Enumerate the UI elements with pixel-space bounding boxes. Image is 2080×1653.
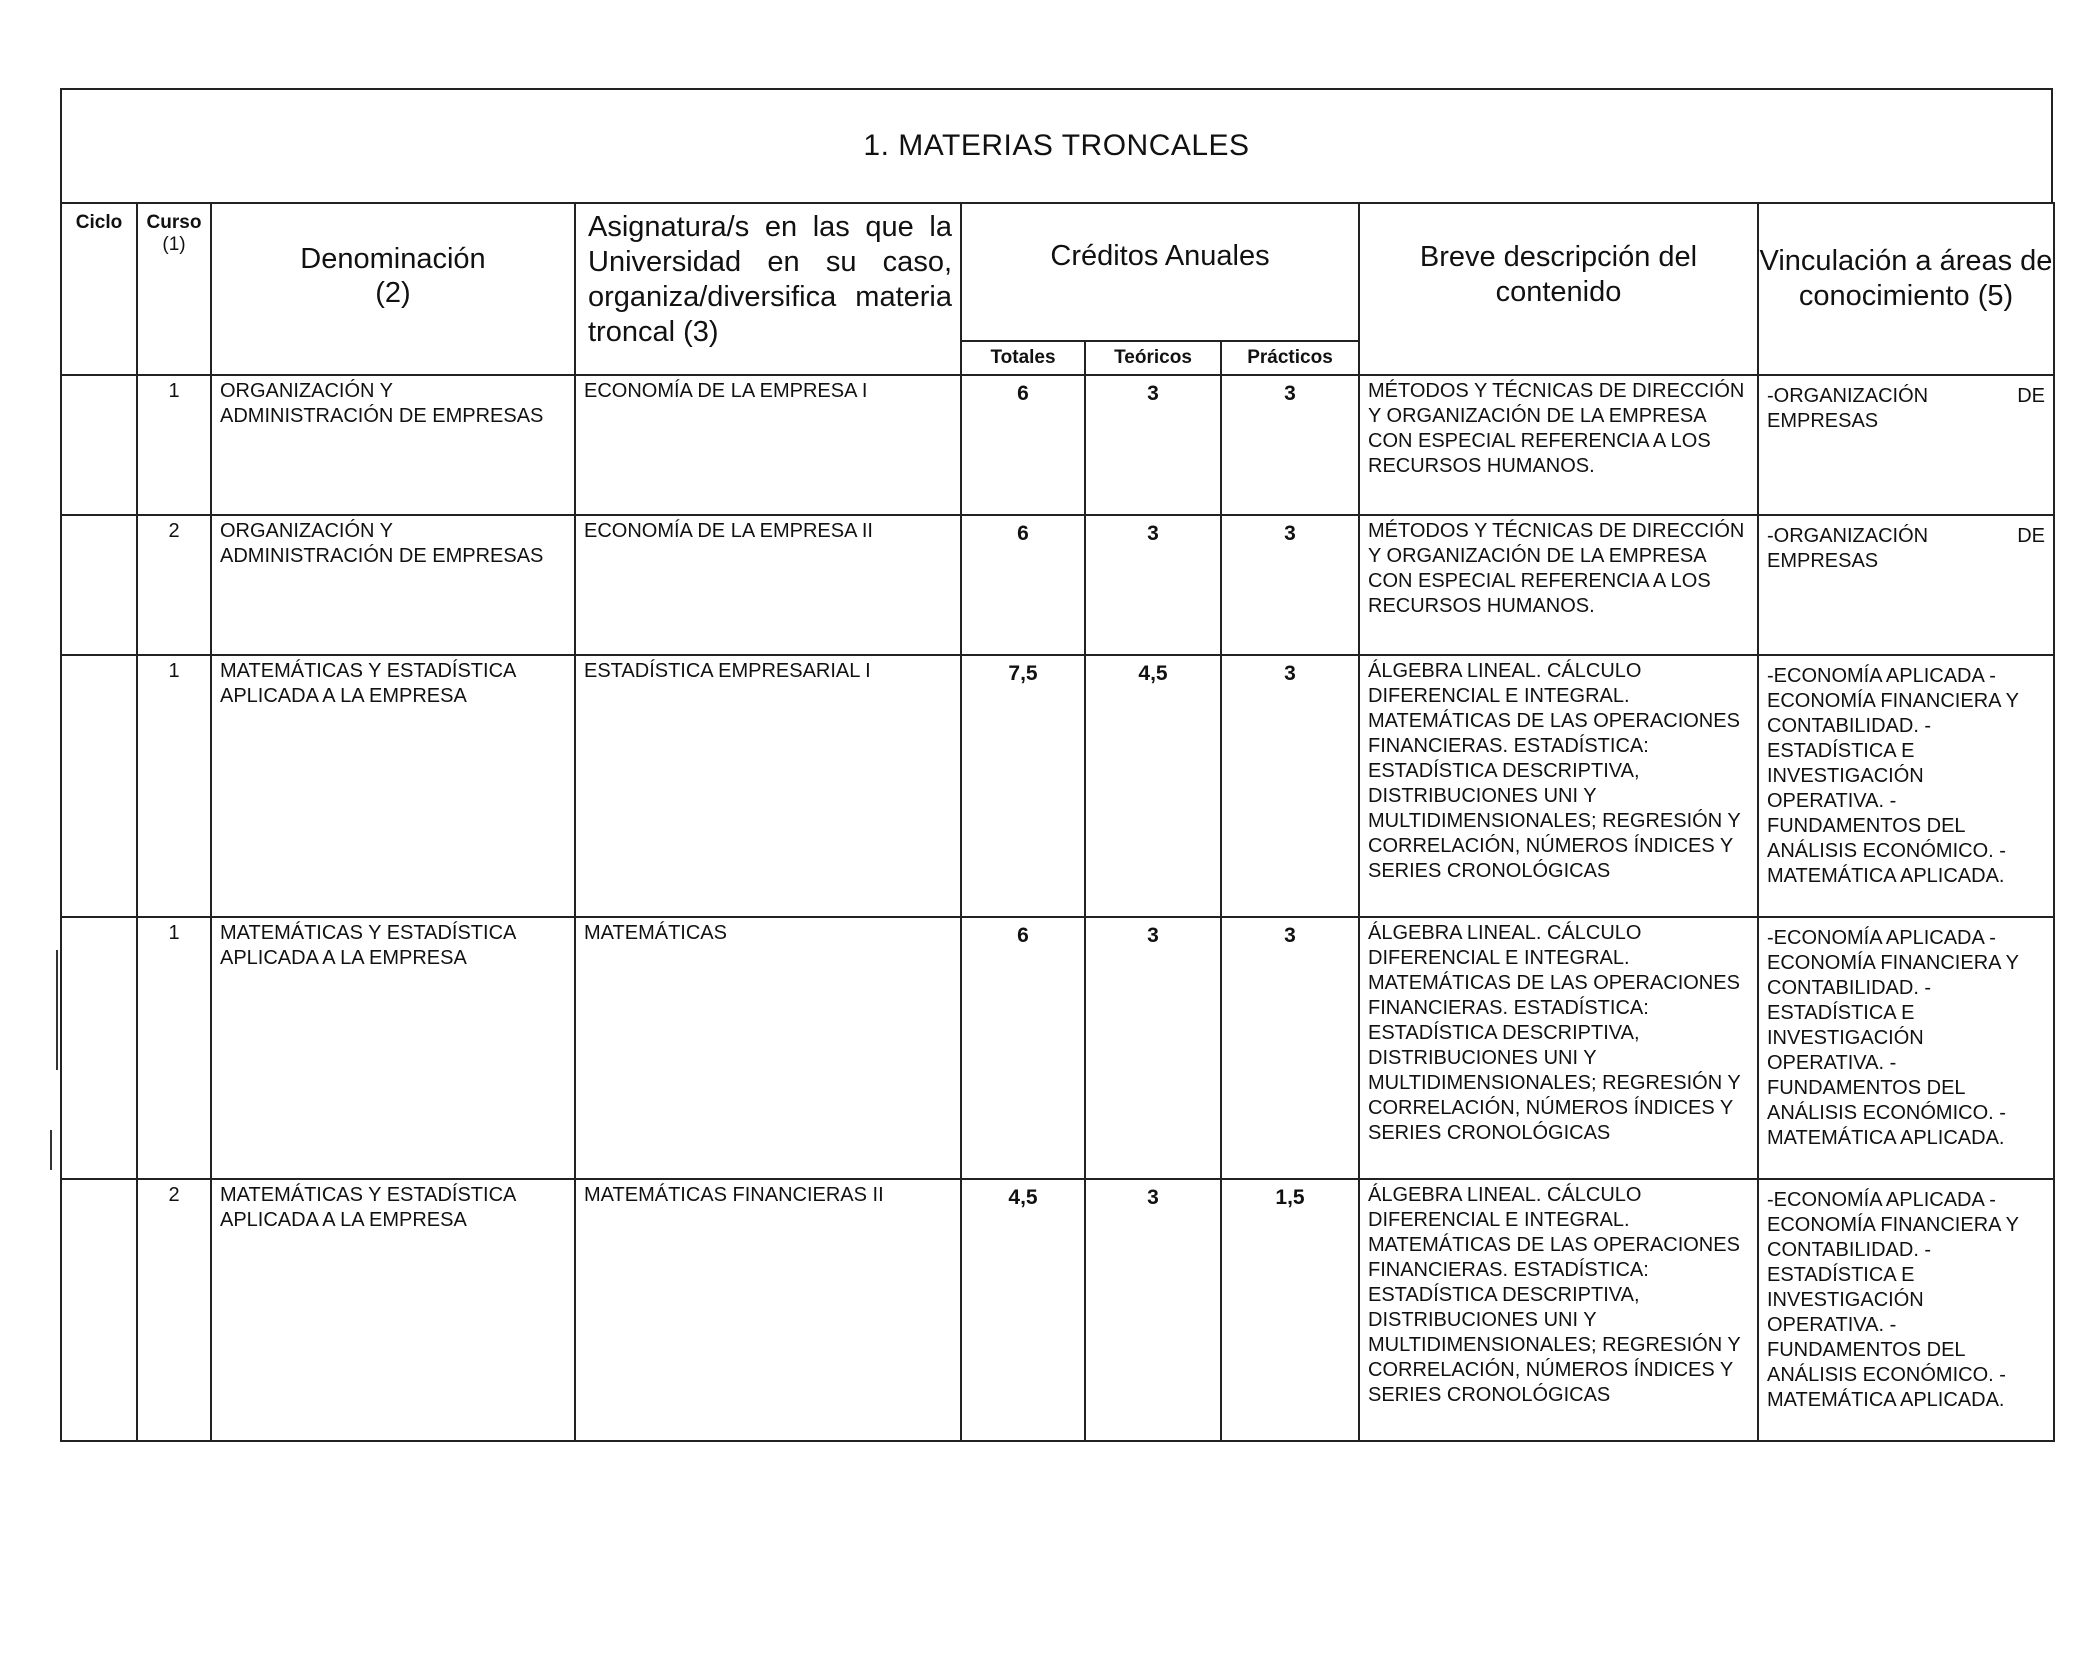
cell-totales: 4,5 [961,1179,1085,1441]
cell-teoricos: 3 [1085,917,1221,1179]
cell-practicos: 3 [1221,375,1359,515]
header-totales: Totales [961,341,1085,375]
cell-asignatura: ECONOMÍA DE LA EMPRESA I [575,375,961,515]
header-ciclo [61,203,137,375]
vinculacion-text: EMPRESAS [1767,550,1879,572]
cell-teoricos: 3 [1085,375,1221,515]
cell-vinculacion: -ECONOMÍA APLICADA -ECONOMÍA FINANCIERA Y CONTABILIDAD. - ESTADÍSTICA E INVESTIGACIÓN OPERATIVA. -FUNDAMENTOS DEL ANÁLISIS ECONÓMICO. -MATEMÁTICA APLICADA. [1758,917,2054,1179]
header-curso-note: (1) [162,234,186,255]
vinculacion-line [1767,384,2045,409]
cell-practicos: 3 [1221,655,1359,917]
cell-vinculacion: -ECONOMÍA APLICADA -ECONOMÍA FINANCIERA Y CONTABILIDAD. - ESTADÍSTICA E INVESTIGACIÓN OPERATIVA. -FUNDAMENTOS DEL ANÁLISIS ECONÓMICO. -MATEMÁTICA APLICADA. [1758,1179,2054,1441]
header-curso [137,203,211,375]
header-row [61,203,2054,341]
header-denominacion-label: Denominación [300,243,486,275]
cell-teoricos: 3 [1085,515,1221,655]
cell-descripcion: ÁLGEBRA LINEAL. CÁLCULO DIFERENCIAL E INTEGRAL. MATEMÁTICAS DE LAS OPERACIONES FINANCIERAS. ESTADÍSTICA: ESTADÍSTICA DESCRIPTIVA, DISTRIBUCIONES UNI Y MULTIDIMENSIONALES; REGRESIÓN Y CORRELACIÓN, NÚMEROS ÍNDICES Y SERIES CRONOLÓGICAS [1359,1179,1758,1441]
cell-denominacion: MATEMÁTICAS Y ESTADÍSTICA APLICADA A LA EMPRESA [211,917,575,1179]
header-vinculacion-label: Vinculación a áreas de conocimiento (5) [1759,245,2053,312]
table-row [61,655,2054,917]
header-creditos-label: Créditos Anuales [1050,240,1270,272]
scan-artifact [56,950,58,1070]
cell-descripcion: MÉTODOS Y TÉCNICAS DE DIRECCIÓN Y ORGANIZACIÓN DE LA EMPRESA CON ESPECIAL REFERENCIA A LOS RECURSOS HUMANOS. [1359,375,1758,515]
header-descripcion [1359,203,1758,375]
cell-totales: 6 [961,515,1085,655]
materias-table [60,202,2055,1442]
cell-curso: 1 [137,375,211,515]
title-box [60,88,2053,202]
table-row [61,375,2054,515]
cell-ciclo [61,375,137,515]
header-practicos: Prácticos [1221,341,1359,375]
cell-vinculacion: -ECONOMÍA APLICADA -ECONOMÍA FINANCIERA Y CONTABILIDAD. - ESTADÍSTICA E INVESTIGACIÓN OPERATIVA. -FUNDAMENTOS DEL ANÁLISIS ECONÓMICO. -MATEMÁTICA APLICADA. [1758,655,2054,917]
cell-practicos: 3 [1221,917,1359,1179]
vinculacion-text: EMPRESAS [1767,410,1879,432]
cell-totales: 6 [961,375,1085,515]
cell-curso: 1 [137,917,211,1179]
cell-ciclo [61,1179,137,1441]
header-vinculacion [1758,203,2054,375]
cell-curso: 2 [137,1179,211,1441]
cell-denominacion: MATEMÁTICAS Y ESTADÍSTICA APLICADA A LA EMPRESA [211,1179,575,1441]
cell-ciclo [61,917,137,1179]
scan-artifact [50,1130,52,1170]
cell-ciclo [61,655,137,917]
cell-vinculacion [1758,515,2054,655]
cell-practicos: 1,5 [1221,1179,1359,1441]
header-teoricos: Teóricos [1085,341,1221,375]
header-descripcion-label: Breve descripción del contenido [1419,241,1698,308]
cell-practicos: 3 [1221,515,1359,655]
header-denominacion [211,203,575,375]
cell-curso: 2 [137,515,211,655]
vinculacion-text: DE [2017,525,2045,547]
cell-asignatura: MATEMÁTICAS FINANCIERAS II [575,1179,961,1441]
cell-descripcion: ÁLGEBRA LINEAL. CÁLCULO DIFERENCIAL E INTEGRAL. MATEMÁTICAS DE LAS OPERACIONES FINANCIERAS. ESTADÍSTICA: ESTADÍSTICA DESCRIPTIVA, DISTRIBUCIONES UNI Y MULTIDIMENSIONALES; REGRESIÓN Y CORRELACIÓN, NÚMEROS ÍNDICES Y SERIES CRONOLÓGICAS [1359,917,1758,1179]
cell-denominacion: MATEMÁTICAS Y ESTADÍSTICA APLICADA A LA EMPRESA [211,655,575,917]
table-row [61,1179,2054,1441]
vinculacion-line [1767,524,2045,549]
cell-asignatura: MATEMÁTICAS [575,917,961,1179]
cell-totales: 6 [961,917,1085,1179]
cell-descripcion: MÉTODOS Y TÉCNICAS DE DIRECCIÓN Y ORGANIZACIÓN DE LA EMPRESA CON ESPECIAL REFERENCIA A LOS RECURSOS HUMANOS. [1359,515,1758,655]
cell-descripcion: ÁLGEBRA LINEAL. CÁLCULO DIFERENCIAL E INTEGRAL. MATEMÁTICAS DE LAS OPERACIONES FINANCIERAS. ESTADÍSTICA: ESTADÍSTICA DESCRIPTIVA, DISTRIBUCIONES UNI Y MULTIDIMENSIONALES; REGRESIÓN Y CORRELACIÓN, NÚMEROS ÍNDICES Y SERIES CRONOLÓGICAS [1359,655,1758,917]
header-asignatura [575,203,961,375]
header-denominacion-note: (2) [375,277,411,309]
cell-vinculacion [1758,375,2054,515]
page-title: 1. MATERIAS TRONCALES [863,129,1250,162]
header-ciclo-label: Ciclo [75,212,123,233]
cell-asignatura: ECONOMÍA DE LA EMPRESA II [575,515,961,655]
cell-curso: 1 [137,655,211,917]
table-row [61,515,2054,655]
cell-asignatura: ESTADÍSTICA EMPRESARIAL I [575,655,961,917]
header-creditos [961,203,1359,341]
cell-totales: 7,5 [961,655,1085,917]
cell-teoricos: 3 [1085,1179,1221,1441]
document-sheet [60,88,2053,1442]
cell-denominacion: ORGANIZACIÓN Y ADMINISTRACIÓN DE EMPRESAS [211,375,575,515]
table-row [61,917,2054,1179]
vinculacion-text: -ORGANIZACIÓN [1767,525,1929,547]
header-curso-label: Curso [146,212,202,233]
vinculacion-text: -ORGANIZACIÓN [1767,385,1929,407]
cell-denominacion: ORGANIZACIÓN Y ADMINISTRACIÓN DE EMPRESAS [211,515,575,655]
cell-teoricos: 4,5 [1085,655,1221,917]
vinculacion-text: DE [2017,385,2045,407]
cell-ciclo [61,515,137,655]
header-asignatura-label: Asignatura/s en las que la Universidad en su caso, organiza/diversifica materia troncal (3) [588,211,952,348]
